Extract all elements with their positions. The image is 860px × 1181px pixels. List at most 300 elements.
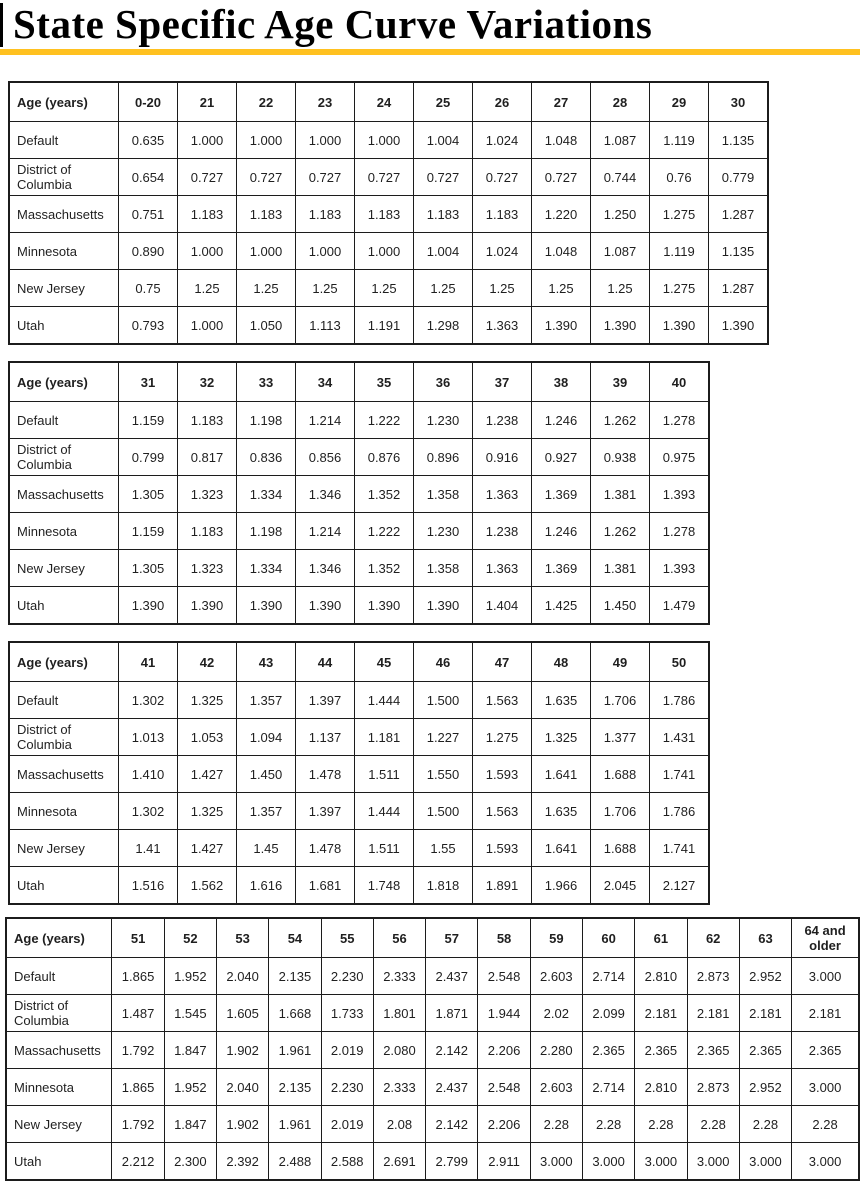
age-header-cell: 0-20 xyxy=(119,82,178,122)
value-cell: 1.000 xyxy=(355,233,414,270)
age-header-cell: 44 xyxy=(296,642,355,682)
value-cell: 1.363 xyxy=(473,550,532,587)
value-cell: 1.688 xyxy=(591,756,650,793)
value-cell: 2.28 xyxy=(739,1106,791,1143)
value-cell: 1.262 xyxy=(591,513,650,550)
value-cell: 1.159 xyxy=(119,402,178,439)
value-cell: 1.238 xyxy=(473,513,532,550)
value-cell: 0.975 xyxy=(650,439,710,476)
value-cell: 1.000 xyxy=(178,233,237,270)
value-cell: 1.487 xyxy=(112,995,164,1032)
value-cell: 1.230 xyxy=(414,402,473,439)
value-cell: 0.817 xyxy=(178,439,237,476)
value-cell: 1.500 xyxy=(414,793,473,830)
value-cell: 1.593 xyxy=(473,756,532,793)
age-header-cell: 26 xyxy=(473,82,532,122)
age-curve-table xyxy=(5,917,860,1181)
value-cell: 0.836 xyxy=(237,439,296,476)
value-cell: 1.004 xyxy=(414,122,473,159)
value-cell: 2.28 xyxy=(635,1106,687,1143)
age-header-cell: 43 xyxy=(237,642,296,682)
value-cell: 0.744 xyxy=(591,159,650,196)
value-cell: 1.183 xyxy=(355,196,414,233)
value-cell: 1.500 xyxy=(414,682,473,719)
value-cell: 1.302 xyxy=(119,682,178,719)
age-curve-table xyxy=(8,81,769,345)
value-cell: 2.714 xyxy=(582,1069,634,1106)
value-cell: 1.183 xyxy=(178,196,237,233)
age-header-cell: 51 xyxy=(112,918,164,958)
value-cell: 1.818 xyxy=(414,867,473,905)
state-label-cell: District of Columbia xyxy=(9,159,119,196)
value-cell: 2.099 xyxy=(582,995,634,1032)
state-label-cell: Massachusetts xyxy=(9,476,119,513)
age-header-cell: 58 xyxy=(478,918,530,958)
value-cell: 1.641 xyxy=(532,830,591,867)
value-cell: 1.334 xyxy=(237,550,296,587)
value-cell: 0.927 xyxy=(532,439,591,476)
table-row xyxy=(9,756,709,793)
value-cell: 1.024 xyxy=(473,122,532,159)
state-label-cell: Default xyxy=(9,402,119,439)
value-cell: 1.427 xyxy=(178,830,237,867)
age-header-cell: 53 xyxy=(217,918,269,958)
value-cell: 1.238 xyxy=(473,402,532,439)
age-header-cell: 59 xyxy=(530,918,582,958)
table-row xyxy=(9,867,709,905)
age-header-cell: 37 xyxy=(473,362,532,402)
value-cell: 1.352 xyxy=(355,476,414,513)
value-cell: 0.799 xyxy=(119,439,178,476)
value-cell: 1.865 xyxy=(112,1069,164,1106)
value-cell: 2.437 xyxy=(426,958,478,995)
age-header-cell: 56 xyxy=(373,918,425,958)
value-cell: 2.181 xyxy=(792,995,859,1032)
value-cell: 0.727 xyxy=(296,159,355,196)
value-cell: 0.779 xyxy=(709,159,769,196)
value-cell: 1.871 xyxy=(426,995,478,1032)
value-cell: 1.25 xyxy=(178,270,237,307)
value-cell: 1.741 xyxy=(650,756,710,793)
value-cell: 1.635 xyxy=(532,793,591,830)
value-cell: 1.357 xyxy=(237,793,296,830)
value-cell: 1.135 xyxy=(709,122,769,159)
value-cell: 2.019 xyxy=(321,1106,373,1143)
value-cell: 2.02 xyxy=(530,995,582,1032)
state-label-cell: Minnesota xyxy=(9,793,119,830)
value-cell: 3.000 xyxy=(530,1143,582,1181)
value-cell: 1.390 xyxy=(178,587,237,625)
age-header-cell: 42 xyxy=(178,642,237,682)
age-header-cell: 63 xyxy=(739,918,791,958)
age-header-cell: 47 xyxy=(473,642,532,682)
value-cell: 1.000 xyxy=(178,122,237,159)
table-row xyxy=(6,1032,859,1069)
value-cell: 1.227 xyxy=(414,719,473,756)
value-cell: 1.688 xyxy=(591,830,650,867)
value-cell: 1.323 xyxy=(178,550,237,587)
state-label-cell: New Jersey xyxy=(6,1106,112,1143)
age-years-header-cell: Age (years) xyxy=(9,642,119,682)
value-cell: 1.230 xyxy=(414,513,473,550)
value-cell: 1.25 xyxy=(532,270,591,307)
value-cell: 1.278 xyxy=(650,402,710,439)
page-title: State Specific Age Curve Variations xyxy=(0,3,860,47)
state-label-cell: New Jersey xyxy=(9,270,119,307)
value-cell: 1.961 xyxy=(269,1032,321,1069)
value-cell: 1.390 xyxy=(650,307,709,345)
value-cell: 2.142 xyxy=(426,1106,478,1143)
value-cell: 2.181 xyxy=(635,995,687,1032)
value-cell: 1.000 xyxy=(178,307,237,345)
value-cell: 2.135 xyxy=(269,1069,321,1106)
value-cell: 2.603 xyxy=(530,1069,582,1106)
table-row xyxy=(9,476,709,513)
value-cell: 1.425 xyxy=(532,587,591,625)
value-cell: 1.944 xyxy=(478,995,530,1032)
age-curve-table xyxy=(8,641,710,905)
age-header-cell: 24 xyxy=(355,82,414,122)
value-cell: 1.381 xyxy=(591,476,650,513)
table-row xyxy=(9,402,709,439)
value-cell: 1.298 xyxy=(414,307,473,345)
state-label-cell: Massachusetts xyxy=(6,1032,112,1069)
age-header-cell: 62 xyxy=(687,918,739,958)
value-cell: 1.55 xyxy=(414,830,473,867)
table-row xyxy=(9,122,768,159)
value-cell: 1.325 xyxy=(178,793,237,830)
title-underline xyxy=(0,49,860,55)
value-cell: 1.668 xyxy=(269,995,321,1032)
value-cell: 1.287 xyxy=(709,196,769,233)
age-header-cell: 64 and older xyxy=(792,918,859,958)
value-cell: 1.431 xyxy=(650,719,710,756)
state-label-cell: District of Columbia xyxy=(9,719,119,756)
value-cell: 1.135 xyxy=(709,233,769,270)
value-cell: 2.300 xyxy=(164,1143,216,1181)
age-header-cell: 46 xyxy=(414,642,473,682)
value-cell: 2.691 xyxy=(373,1143,425,1181)
value-cell: 1.346 xyxy=(296,476,355,513)
value-cell: 1.183 xyxy=(237,196,296,233)
state-label-cell: Massachusetts xyxy=(9,196,119,233)
value-cell: 1.183 xyxy=(296,196,355,233)
value-cell: 1.635 xyxy=(532,682,591,719)
value-cell: 1.357 xyxy=(237,682,296,719)
table-row xyxy=(6,1143,859,1181)
value-cell: 2.810 xyxy=(635,1069,687,1106)
age-header-cell: 55 xyxy=(321,918,373,958)
value-cell: 2.28 xyxy=(582,1106,634,1143)
age-header-cell: 52 xyxy=(164,918,216,958)
value-cell: 1.191 xyxy=(355,307,414,345)
value-cell: 1.563 xyxy=(473,793,532,830)
age-header-cell: 49 xyxy=(591,642,650,682)
age-header-cell: 61 xyxy=(635,918,687,958)
value-cell: 1.377 xyxy=(591,719,650,756)
table-row xyxy=(9,270,768,307)
value-cell: 1.262 xyxy=(591,402,650,439)
value-cell: 2.365 xyxy=(635,1032,687,1069)
value-cell: 1.214 xyxy=(296,402,355,439)
value-cell: 2.952 xyxy=(739,1069,791,1106)
value-cell: 2.873 xyxy=(687,1069,739,1106)
value-cell: 1.287 xyxy=(709,270,769,307)
value-cell: 1.792 xyxy=(112,1032,164,1069)
age-header-cell: 28 xyxy=(591,82,650,122)
value-cell: 1.358 xyxy=(414,550,473,587)
value-cell: 3.000 xyxy=(635,1143,687,1181)
value-cell: 1.214 xyxy=(296,513,355,550)
age-header-cell: 30 xyxy=(709,82,769,122)
table-row xyxy=(9,159,768,196)
table-row xyxy=(6,958,859,995)
value-cell: 1.397 xyxy=(296,793,355,830)
value-cell: 1.786 xyxy=(650,793,710,830)
value-cell: 0.727 xyxy=(237,159,296,196)
value-cell: 1.113 xyxy=(296,307,355,345)
value-cell: 1.053 xyxy=(178,719,237,756)
value-cell: 1.25 xyxy=(237,270,296,307)
value-cell: 2.28 xyxy=(792,1106,859,1143)
value-cell: 1.390 xyxy=(119,587,178,625)
age-header-cell: 31 xyxy=(119,362,178,402)
value-cell: 2.206 xyxy=(478,1032,530,1069)
value-cell: 1.181 xyxy=(355,719,414,756)
value-cell: 1.246 xyxy=(532,513,591,550)
state-label-cell: Minnesota xyxy=(9,233,119,270)
table-row xyxy=(9,587,709,625)
table-row xyxy=(9,307,768,345)
value-cell: 2.873 xyxy=(687,958,739,995)
value-cell: 1.390 xyxy=(709,307,769,345)
value-cell: 1.278 xyxy=(650,513,710,550)
value-cell: 3.000 xyxy=(687,1143,739,1181)
age-header-cell: 38 xyxy=(532,362,591,402)
value-cell: 1.119 xyxy=(650,122,709,159)
age-header-cell: 45 xyxy=(355,642,414,682)
value-cell: 1.478 xyxy=(296,756,355,793)
value-cell: 1.444 xyxy=(355,682,414,719)
age-header-cell: 21 xyxy=(178,82,237,122)
value-cell: 1.25 xyxy=(473,270,532,307)
value-cell: 1.902 xyxy=(217,1106,269,1143)
value-cell: 1.25 xyxy=(355,270,414,307)
value-cell: 2.142 xyxy=(426,1032,478,1069)
state-label-cell: Utah xyxy=(9,587,119,625)
age-years-header-cell: Age (years) xyxy=(6,918,112,958)
value-cell: 1.847 xyxy=(164,1106,216,1143)
value-cell: 0.727 xyxy=(355,159,414,196)
value-cell: 0.727 xyxy=(532,159,591,196)
value-cell: 2.28 xyxy=(530,1106,582,1143)
state-label-cell: Massachusetts xyxy=(9,756,119,793)
state-label-cell: Utah xyxy=(9,867,119,905)
table-header-row xyxy=(9,82,768,122)
value-cell: 1.891 xyxy=(473,867,532,905)
state-label-cell: District of Columbia xyxy=(9,439,119,476)
value-cell: 1.275 xyxy=(473,719,532,756)
value-cell: 1.358 xyxy=(414,476,473,513)
value-cell: 1.013 xyxy=(119,719,178,756)
value-cell: 1.952 xyxy=(164,958,216,995)
value-cell: 2.952 xyxy=(739,958,791,995)
value-cell: 1.275 xyxy=(650,270,709,307)
age-header-cell: 32 xyxy=(178,362,237,402)
table-row xyxy=(9,439,709,476)
value-cell: 1.198 xyxy=(237,513,296,550)
state-label-cell: Minnesota xyxy=(6,1069,112,1106)
value-cell: 2.437 xyxy=(426,1069,478,1106)
value-cell: 2.799 xyxy=(426,1143,478,1181)
value-cell: 2.365 xyxy=(739,1032,791,1069)
value-cell: 0.75 xyxy=(119,270,178,307)
table-row xyxy=(9,513,709,550)
age-header-cell: 25 xyxy=(414,82,473,122)
table-row xyxy=(9,719,709,756)
value-cell: 1.393 xyxy=(650,476,710,513)
value-cell: 2.230 xyxy=(321,958,373,995)
value-cell: 1.681 xyxy=(296,867,355,905)
age-header-cell: 23 xyxy=(296,82,355,122)
state-label-cell: Default xyxy=(9,122,119,159)
state-label-cell: Minnesota xyxy=(9,513,119,550)
value-cell: 1.390 xyxy=(532,307,591,345)
age-header-cell: 39 xyxy=(591,362,650,402)
table-header-row xyxy=(9,642,709,682)
value-cell: 1.325 xyxy=(532,719,591,756)
value-cell: 1.706 xyxy=(591,682,650,719)
value-cell: 1.41 xyxy=(119,830,178,867)
value-cell: 1.087 xyxy=(591,233,650,270)
value-cell: 1.786 xyxy=(650,682,710,719)
value-cell: 1.325 xyxy=(178,682,237,719)
value-cell: 1.004 xyxy=(414,233,473,270)
value-cell: 2.181 xyxy=(687,995,739,1032)
state-label-cell: District of Columbia xyxy=(6,995,112,1032)
table-row xyxy=(9,233,768,270)
value-cell: 1.381 xyxy=(591,550,650,587)
table-row xyxy=(6,1069,859,1106)
value-cell: 1.25 xyxy=(296,270,355,307)
value-cell: 1.050 xyxy=(237,307,296,345)
value-cell: 1.183 xyxy=(414,196,473,233)
value-cell: 2.135 xyxy=(269,958,321,995)
table-header-row xyxy=(9,362,709,402)
value-cell: 1.706 xyxy=(591,793,650,830)
value-cell: 1.369 xyxy=(532,476,591,513)
value-cell: 1.000 xyxy=(237,122,296,159)
value-cell: 1.250 xyxy=(591,196,650,233)
value-cell: 1.363 xyxy=(473,476,532,513)
age-header-cell: 35 xyxy=(355,362,414,402)
value-cell: 1.119 xyxy=(650,233,709,270)
value-cell: 1.334 xyxy=(237,476,296,513)
value-cell: 0.727 xyxy=(414,159,473,196)
value-cell: 1.198 xyxy=(237,402,296,439)
age-header-cell: 33 xyxy=(237,362,296,402)
value-cell: 1.902 xyxy=(217,1032,269,1069)
value-cell: 1.323 xyxy=(178,476,237,513)
value-cell: 3.000 xyxy=(582,1143,634,1181)
value-cell: 1.183 xyxy=(178,513,237,550)
value-cell: 2.28 xyxy=(687,1106,739,1143)
value-cell: 2.365 xyxy=(582,1032,634,1069)
value-cell: 1.516 xyxy=(119,867,178,905)
value-cell: 3.000 xyxy=(792,1069,859,1106)
state-label-cell: New Jersey xyxy=(9,550,119,587)
value-cell: 1.000 xyxy=(296,233,355,270)
value-cell: 1.511 xyxy=(355,830,414,867)
value-cell: 1.000 xyxy=(355,122,414,159)
age-header-cell: 48 xyxy=(532,642,591,682)
value-cell: 1.048 xyxy=(532,122,591,159)
table-row xyxy=(6,995,859,1032)
value-cell: 2.040 xyxy=(217,958,269,995)
value-cell: 2.548 xyxy=(478,1069,530,1106)
value-cell: 1.302 xyxy=(119,793,178,830)
title-block xyxy=(0,3,860,55)
value-cell: 1.393 xyxy=(650,550,710,587)
age-header-cell: 22 xyxy=(237,82,296,122)
value-cell: 1.25 xyxy=(591,270,650,307)
value-cell: 1.45 xyxy=(237,830,296,867)
value-cell: 2.333 xyxy=(373,958,425,995)
age-header-cell: 60 xyxy=(582,918,634,958)
value-cell: 1.390 xyxy=(237,587,296,625)
value-cell: 1.246 xyxy=(532,402,591,439)
value-cell: 1.427 xyxy=(178,756,237,793)
table-row xyxy=(6,1106,859,1143)
value-cell: 2.206 xyxy=(478,1106,530,1143)
value-cell: 0.896 xyxy=(414,439,473,476)
value-cell: 1.733 xyxy=(321,995,373,1032)
value-cell: 2.019 xyxy=(321,1032,373,1069)
value-cell: 1.450 xyxy=(237,756,296,793)
age-header-cell: 57 xyxy=(426,918,478,958)
value-cell: 2.040 xyxy=(217,1069,269,1106)
value-cell: 1.641 xyxy=(532,756,591,793)
value-cell: 1.305 xyxy=(119,550,178,587)
value-cell: 0.876 xyxy=(355,439,414,476)
value-cell: 2.212 xyxy=(112,1143,164,1181)
table-row xyxy=(9,196,768,233)
value-cell: 1.397 xyxy=(296,682,355,719)
value-cell: 3.000 xyxy=(792,958,859,995)
value-cell: 0.916 xyxy=(473,439,532,476)
value-cell: 1.748 xyxy=(355,867,414,905)
age-header-cell: 54 xyxy=(269,918,321,958)
value-cell: 1.952 xyxy=(164,1069,216,1106)
value-cell: 2.045 xyxy=(591,867,650,905)
value-cell: 1.562 xyxy=(178,867,237,905)
value-cell: 0.751 xyxy=(119,196,178,233)
age-header-cell: 36 xyxy=(414,362,473,402)
value-cell: 1.410 xyxy=(119,756,178,793)
value-cell: 1.390 xyxy=(296,587,355,625)
value-cell: 1.847 xyxy=(164,1032,216,1069)
value-cell: 1.000 xyxy=(296,122,355,159)
value-cell: 1.741 xyxy=(650,830,710,867)
tables-container xyxy=(0,81,860,1181)
value-cell: 3.000 xyxy=(792,1143,859,1181)
value-cell: 2.127 xyxy=(650,867,710,905)
value-cell: 1.404 xyxy=(473,587,532,625)
value-cell: 1.087 xyxy=(591,122,650,159)
value-cell: 1.605 xyxy=(217,995,269,1032)
value-cell: 1.048 xyxy=(532,233,591,270)
value-cell: 0.890 xyxy=(119,233,178,270)
